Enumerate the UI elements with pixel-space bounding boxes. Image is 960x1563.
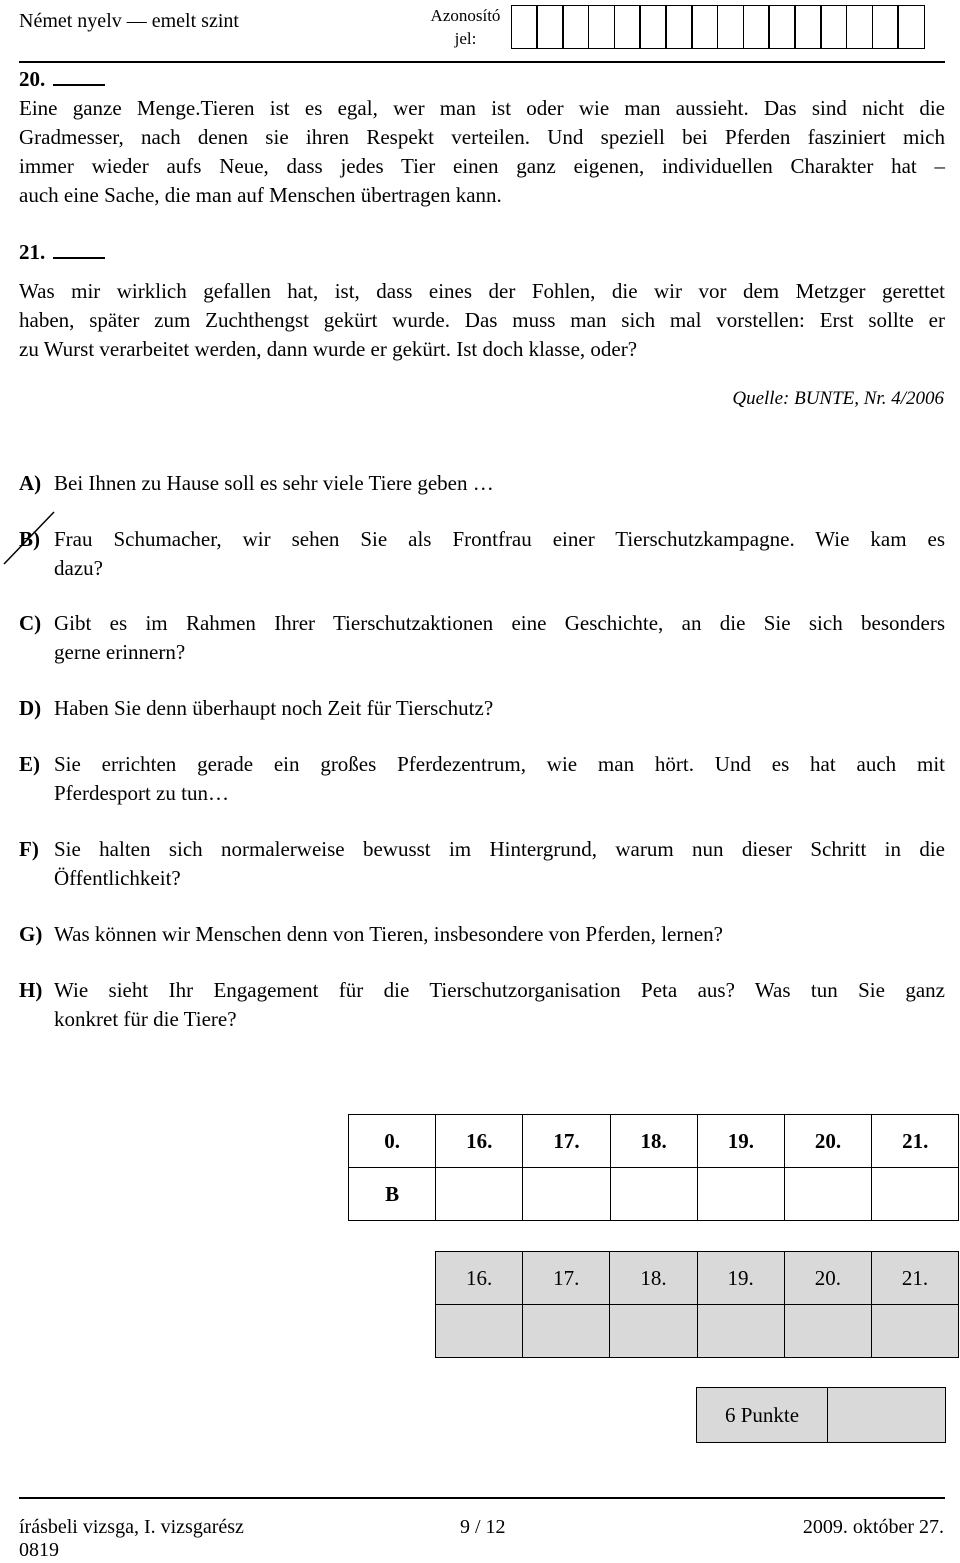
id-label-line1: Azonosító	[430, 6, 501, 25]
option-c: C) Gibt es im Rahmen Ihrer Tierschutzaktionen eine Geschichte, an die Sie sich besonders gerne erinnern?	[19, 611, 945, 664]
answer-table-header: 19.	[697, 1115, 784, 1168]
score-table-header: 21.	[871, 1252, 958, 1305]
score-table-header: 19.	[697, 1252, 784, 1305]
score-table-header: 20.	[784, 1252, 871, 1305]
score-table-header: 17.	[523, 1252, 610, 1305]
answer-cell[interactable]	[872, 1168, 959, 1221]
score-cell[interactable]	[436, 1305, 523, 1358]
id-box[interactable]	[717, 5, 744, 49]
score-cell[interactable]	[871, 1305, 958, 1358]
id-box[interactable]	[639, 5, 666, 49]
section-number-21: 21.	[19, 240, 105, 265]
strike-mark	[0, 508, 60, 568]
footer-exam-part: írásbeli vizsga, I. vizsgarész	[19, 1516, 244, 1538]
points-table	[696, 1387, 946, 1443]
footer-rule	[19, 1497, 945, 1499]
score-cell[interactable]	[523, 1305, 610, 1358]
option-e: E) Sie errichten gerade ein großes Pferdezentrum, wie man hört. Und es hat auch mit Pferdesport zu tun…	[19, 752, 945, 805]
section-number-20: 20.	[19, 67, 105, 92]
source-citation: Quelle: BUNTE, Nr. 4/2006	[732, 388, 944, 409]
id-box[interactable]	[768, 5, 795, 49]
option-d: D) Haben Sie denn überhaupt noch Zeit für Tierschutz?	[19, 696, 494, 720]
answer-cell[interactable]	[610, 1168, 697, 1221]
score-table	[435, 1251, 959, 1358]
answer-table-header-row	[349, 1115, 959, 1168]
answer-cell[interactable]	[436, 1168, 523, 1221]
answer-blank[interactable]	[53, 70, 105, 86]
id-box[interactable]	[897, 5, 924, 49]
answer-table-header: 20.	[784, 1115, 871, 1168]
answer-table-answer-row	[349, 1168, 959, 1221]
id-box[interactable]	[691, 5, 718, 49]
id-box[interactable]	[820, 5, 847, 49]
id-box[interactable]	[536, 5, 563, 49]
option-g: G) Was können wir Menschen denn von Tieren, insbesondere von Pferden, lernen?	[19, 922, 723, 946]
footer-left	[19, 1516, 244, 1562]
id-label-line2: jel:	[454, 29, 477, 48]
score-table-header: 16.	[436, 1252, 523, 1305]
score-cell[interactable]	[784, 1305, 871, 1358]
points-cell[interactable]	[828, 1388, 946, 1443]
footer-date: 2009. október 27.	[802, 1516, 944, 1538]
answer-cell-example: B	[349, 1168, 436, 1221]
answer-table-header: 16.	[436, 1115, 523, 1168]
answer-blank[interactable]	[53, 243, 105, 259]
id-box[interactable]	[511, 5, 538, 49]
id-label	[418, 4, 513, 50]
id-box[interactable]	[743, 5, 770, 49]
footer-code: 0819	[19, 1539, 59, 1561]
footer-page-number: 9 / 12	[460, 1516, 506, 1538]
option-f: F) Sie halten sich normalerweise bewusst im Hintergrund, warum nun dieser Schritt in die Öffentlichkeit?	[19, 837, 945, 890]
id-boxes	[512, 5, 925, 49]
score-cell[interactable]	[697, 1305, 784, 1358]
header-title: Német nyelv — emelt szint	[19, 10, 239, 32]
points-row	[697, 1388, 946, 1443]
header-rule	[19, 61, 945, 63]
option-a: A) Bei Ihnen zu Hause soll es sehr viele Tiere geben …	[19, 471, 494, 495]
score-table-row	[436, 1305, 959, 1358]
answer-cell[interactable]	[784, 1168, 871, 1221]
answer-table-header: 17.	[523, 1115, 610, 1168]
option-b: B) Frau Schumacher, wir sehen Sie als Frontfrau einer Tierschutzkampagne. Wie kam es dazu?	[19, 527, 945, 580]
id-box[interactable]	[665, 5, 692, 49]
id-box[interactable]	[588, 5, 615, 49]
answer-table-header: 21.	[872, 1115, 959, 1168]
answer-table-header: 18.	[610, 1115, 697, 1168]
id-box[interactable]	[846, 5, 873, 49]
id-box[interactable]	[794, 5, 821, 49]
score-table-header: 18.	[610, 1252, 697, 1305]
answer-table	[348, 1114, 959, 1221]
points-label: 6 Punkte	[697, 1388, 828, 1443]
id-box[interactable]	[614, 5, 641, 49]
answer-table-header: 0.	[349, 1115, 436, 1168]
option-h: H) Wie sieht Ihr Engagement für die Tierschutzorganisation Peta aus? Was tun Sie ganz konkret für die Tiere?	[19, 978, 945, 1031]
answer-cell[interactable]	[523, 1168, 610, 1221]
section-text-20: Eine ganze Menge.Tieren ist es egal, wer man ist oder wie man aussieht. Das sind nicht die Gradmesser, nach denen sie ihren Respekt verteilen. Und speziell bei Pferden fasziniert mich immer wieder aufs Neue, dass jedes Tier einen ganz eigenen, individuellen Charakter hat – auch eine Sache, die man auf Menschen übertragen kann.	[19, 96, 945, 207]
score-cell[interactable]	[610, 1305, 697, 1358]
id-box[interactable]	[872, 5, 899, 49]
section-text-21: Was mir wirklich gefallen hat, ist, dass eines der Fohlen, die wir vor dem Metzger gerettet haben, später zum Zuchthengst gekürt wurde. Das muss man sich mal vorstellen: Erst sollte er zu Wurst verarbeitet werden, dann wurde er gekürt. Ist doch klasse, oder?	[19, 279, 945, 361]
id-box[interactable]	[562, 5, 589, 49]
answer-cell[interactable]	[697, 1168, 784, 1221]
score-table-header-row	[436, 1252, 959, 1305]
